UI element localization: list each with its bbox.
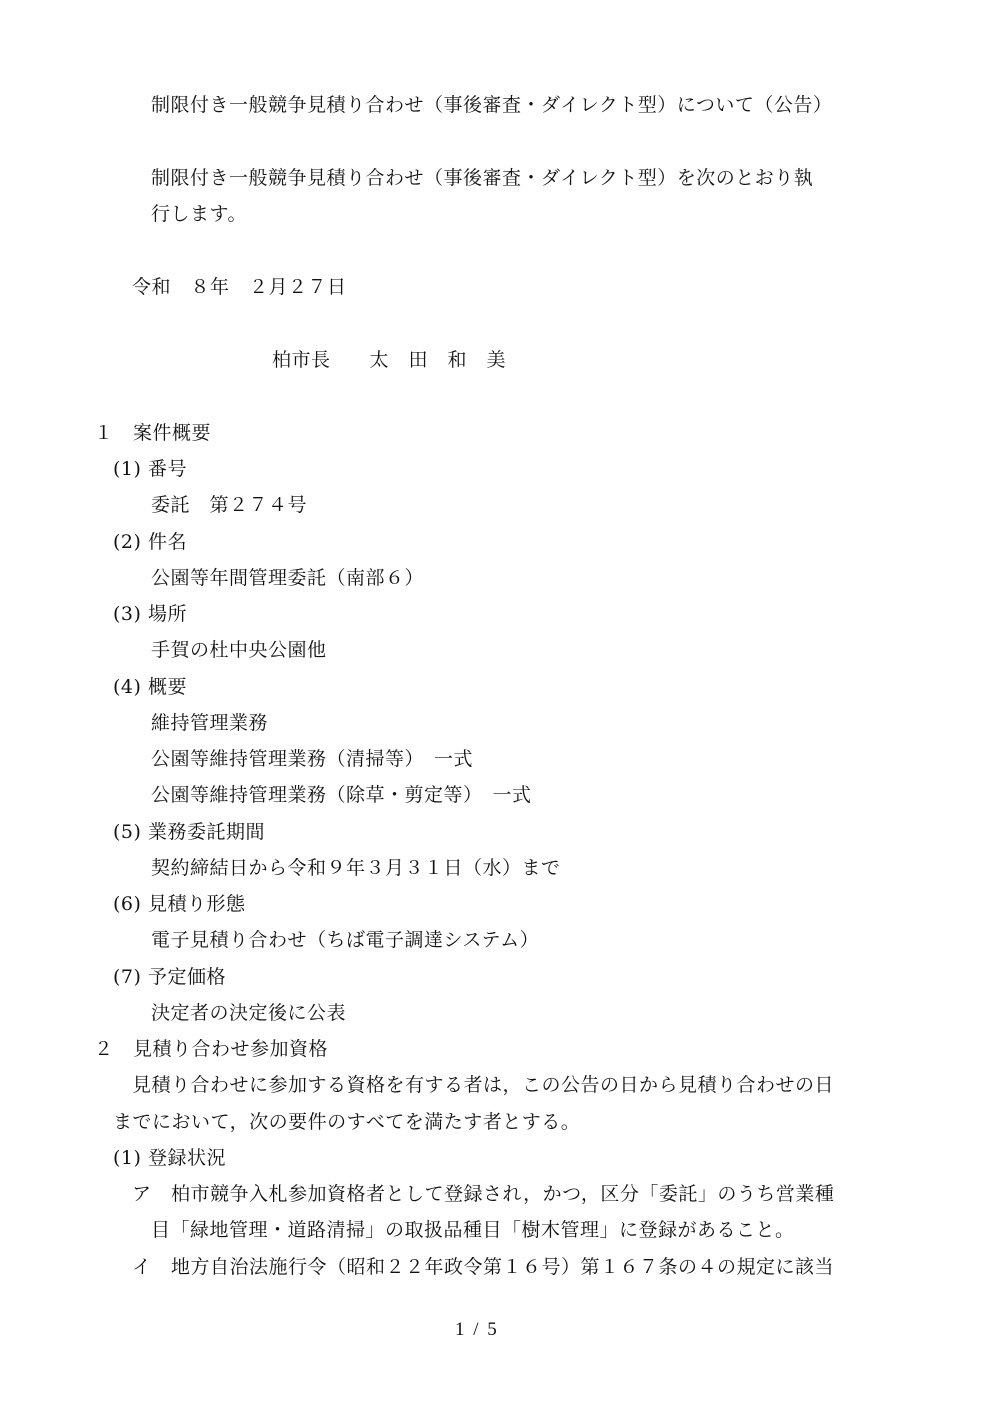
section-2-para-line-1: 見積り合わせに参加する資格を有する者は，この公告の日から見積り合わせの日 [132,1074,835,1096]
item-6-label: (6) 見積り形態 [113,893,246,915]
issuer-name: 柏市長 太 田 和 美 [272,349,507,371]
sub-1-label: (1) 登録状況 [113,1147,226,1169]
item-b-line-1: イ 地方自治法施行令（昭和２２年政令第１６号）第１６７条の４の規定に該当 [132,1256,835,1278]
item-4-label: (4) 概要 [113,676,187,698]
item-3-value: 手賀の杜中央公園他 [151,639,327,661]
section-2-para-line-2: までにおいて，次の要件のすべてを満たす者とする。 [113,1111,581,1133]
item-7-value: 決定者の決定後に公表 [151,1002,347,1024]
notice-date: 令和 ８年 ２月２７日 [132,276,347,298]
page-number: 1 / 5 [455,1319,499,1340]
section-2-heading: ２ 見積り合わせ参加資格 [94,1038,329,1060]
item-7-label: (7) 予定価格 [113,966,226,988]
item-1-value: 委託 第２７４号 [151,494,308,516]
intro-line-1: 制限付き一般競争見積り合わせ（事後審査・ダイレクト型）を次のとおり執 [151,167,814,189]
item-a-line-2: 目「緑地管理・道路清掃」の取扱品種目「樹木管理」に登録があること。 [151,1219,795,1241]
item-4-line-1: 維持管理業務 [151,712,269,734]
item-5-label: (5) 業務委託期間 [113,821,265,843]
item-2-value: 公園等年間管理委託（南部６） [151,567,425,589]
item-1-label: (1) 番号 [113,458,187,480]
item-a-line-1: ア 柏市競争入札参加資格者として登録され，かつ，区分「委託」のうち営業種 [132,1183,835,1205]
notice-title: 制限付き一般競争見積り合わせ（事後審査・ダイレクト型）について（公告） [151,94,833,116]
item-6-value: 電子見積り合わせ（ちば電子調達システム） [151,929,540,951]
item-5-value: 契約締結日から令和９年３月３１日（水）まで [151,857,561,879]
item-4-line-2: 公園等維持管理業務（清掃等） 一式 [151,748,474,770]
item-4-line-3: 公園等維持管理業務（除草・剪定等） 一式 [151,784,532,806]
item-3-label: (3) 場所 [113,603,187,625]
intro-line-2: 行します。 [151,203,247,225]
item-2-label: (2) 件名 [113,531,187,553]
section-1-heading: １ 案件概要 [94,422,212,444]
